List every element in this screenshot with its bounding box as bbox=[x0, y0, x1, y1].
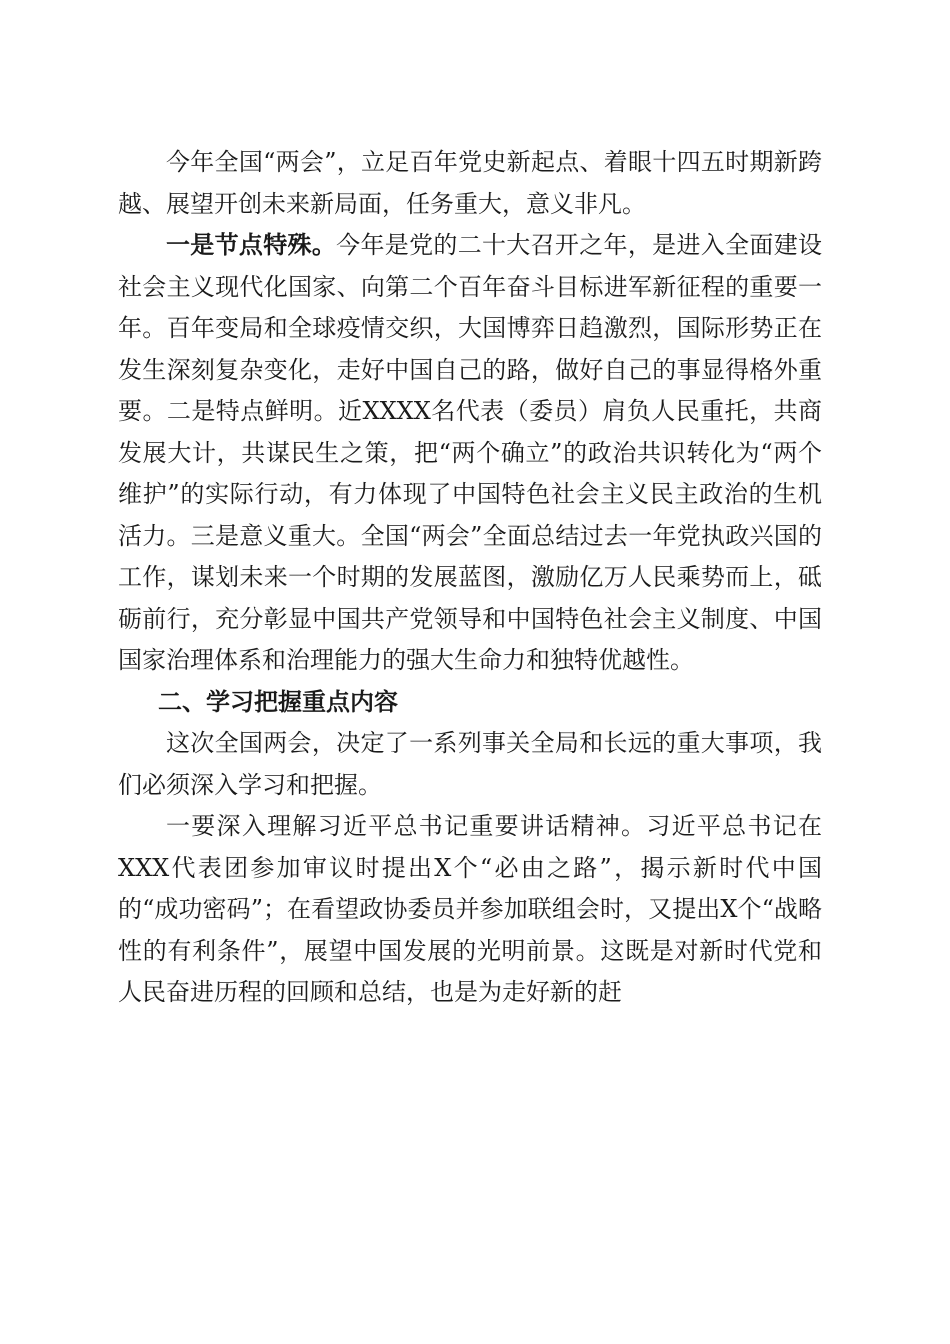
intro-paragraph: 今年全国“两会”，立足百年党史新起点、着眼十四五时期新跨越、展望开创未来新局面，任务重大，意义非凡。 bbox=[118, 148, 822, 218]
section-one-body: 今年是党的二十大召开之年，是进入全面建设社会主义现代化国家、向第二个百年奋斗目标进军新征程的重要一年。百年变局和全球疫情交织，大国博弈日趋激烈，国际形势正在发生深刻复杂变化，走好中国自己的路，做好自己的事显得格外重要。二是特点鲜明。近XXXX名代表（委员）肩负人民重托，共商发展大计，共谋民生之策，把“两个确立”的政治共识转化为“两个维护”的实际行动，有力体现了中国特色社会主义民主政治的生机活力。三是意义重大。全国“两会”全面总结过去一年党执政兴国的工作，谋划未来一个时期的发展蓝图，激励亿万人民乘势而上，砥砺前行，充分彰显中国共产党领导和中国特色社会主义制度、中国国家治理体系和治理能力的强大生命力和独特优越性。 bbox=[118, 231, 823, 674]
section-two-heading: 二、学习把握重点内容 bbox=[158, 687, 398, 716]
section-two-point-one-paragraph: 一要深入理解习近平总书记重要讲话精神。习近平总书记在XXX代表团参加审议时提出X个“必由之路”，揭示新时代中国的“成功密码”；在看望政协委员并参加联组会时，又提出X个“战略性的有利条件”，展望中国发展的光明前景。这既是对新时代党和人民奋进历程的回顾和总结，也是为走好新的赶 bbox=[118, 812, 822, 1006]
document-page bbox=[118, 142, 822, 1014]
section-two-intro-paragraph: 这次全国两会，决定了一系列事关全局和长远的重大事项，我们必须深入学习和把握。 bbox=[118, 729, 822, 799]
section-one-lead: 一是节点特殊。 bbox=[166, 231, 337, 259]
section-one-paragraph bbox=[118, 225, 822, 682]
